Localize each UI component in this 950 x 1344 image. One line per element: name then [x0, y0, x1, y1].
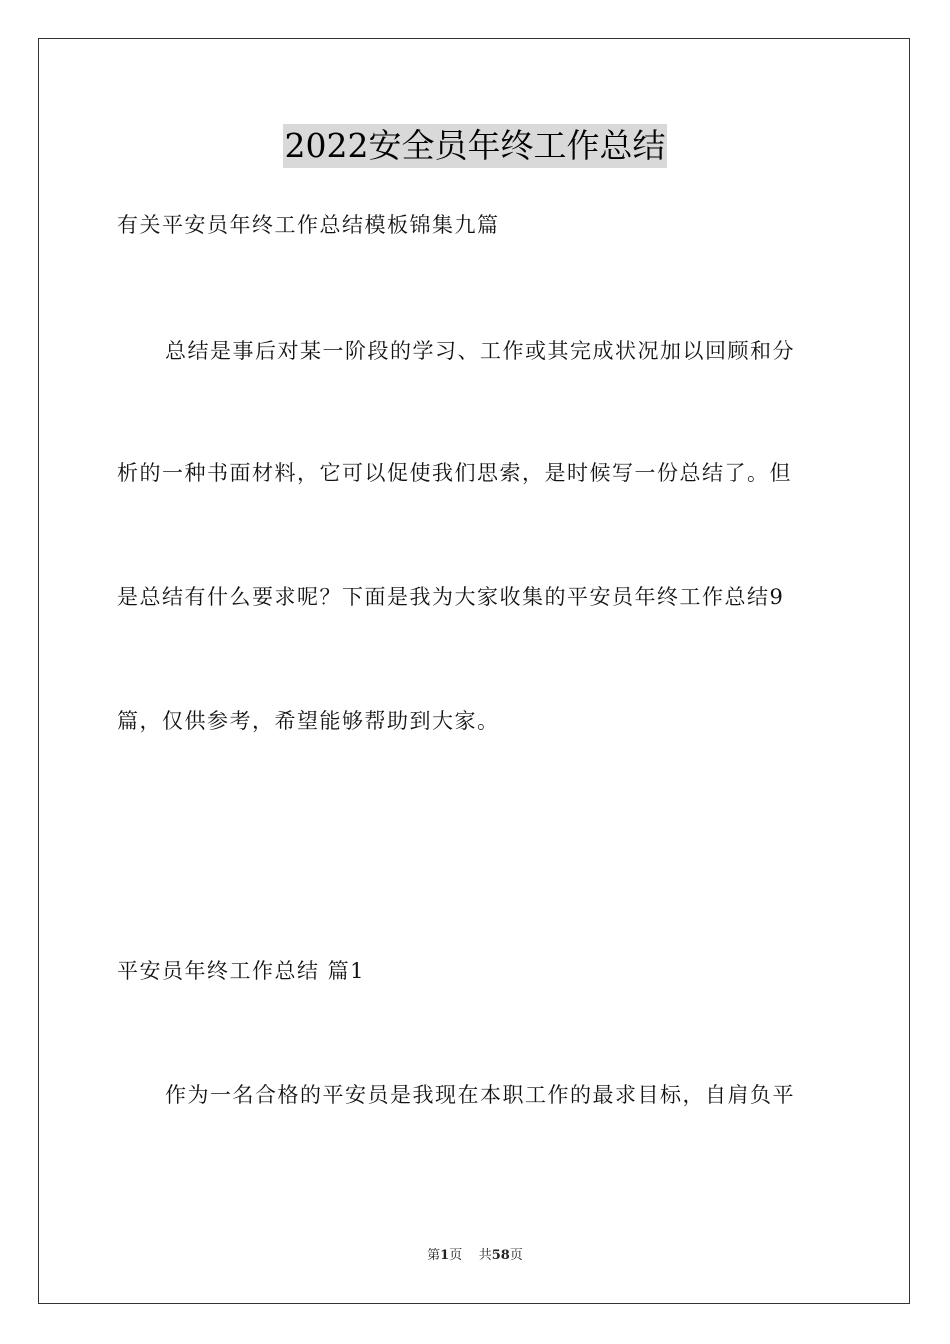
footer-page-number: 1	[440, 1248, 450, 1263]
footer-page-prefix: 第	[427, 1248, 441, 1263]
intro-line-1: 总结是事后对某一阶段的学习、工作或其完成状况加以回顾和分	[165, 339, 795, 363]
footer-total-prefix: 共	[478, 1248, 492, 1263]
footer-page-suffix: 页	[449, 1248, 463, 1263]
title-container	[0, 124, 950, 168]
footer-total-suffix: 页	[509, 1248, 523, 1263]
section-line-1: 作为一名合格的平安员是我现在本职工作的最求目标，自肩负平	[165, 1083, 795, 1107]
footer-total-pages: 58	[491, 1248, 510, 1263]
intro-line-3: 是总结有什么要求呢？下面是我为大家收集的平安员年终工作总结9	[117, 585, 785, 609]
intro-line-4: 篇，仅供参考，希望能够帮助到大家。	[117, 709, 500, 733]
section-heading: 平安员年终工作总结 篇1	[117, 959, 366, 983]
intro-line-2: 析的一种书面材料，它可以促使我们思索，是时候写一份总结了。但	[117, 461, 792, 485]
document-subtitle: 有关平安员年终工作总结模板锦集九篇	[117, 213, 500, 237]
document-title: 2022安全员年终工作总结	[283, 124, 668, 168]
page-footer	[0, 1247, 950, 1265]
